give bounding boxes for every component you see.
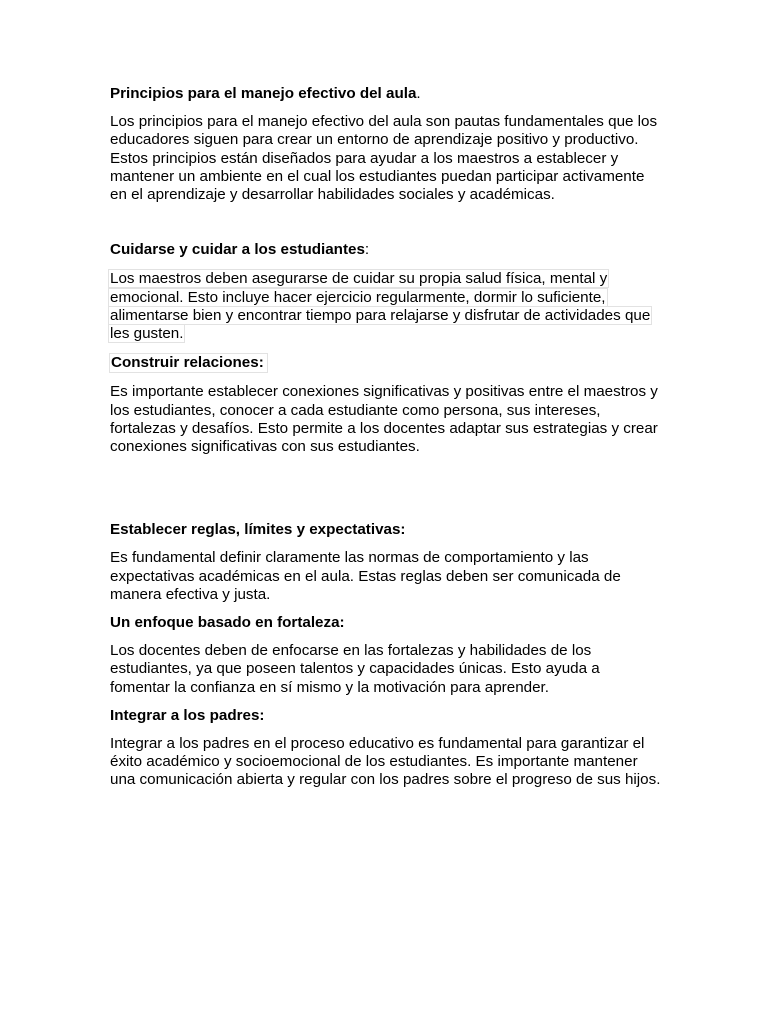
section-body-parents: Integrar a los padres en el proceso educativo es fundamental para garantizar el éxito académico y socioemocional de los estudiantes. Es importante mantener una comunicación abierta y regular con los padres sobre el progreso de sus hijos. — [110, 735, 661, 789]
intro-paragraph: Los principios para el manejo efectivo del aula son pautas fundamentales que los educadores siguen para crear un entorno de aprendizaje positivo y productivo. Estos principios están diseñados para ayudar a los maestros a establecer y mantener un ambiente en el cual los estudiantes puedan participar activamente en el aprendizaje y desarrollar habilidades sociales y académicas. — [110, 113, 658, 204]
section-heading-rules — [110, 521, 662, 539]
section-heading-text — [110, 241, 369, 259]
section-heading-label: Cuidarse y cuidar a los estudiantes — [110, 241, 365, 259]
section-heading-parents — [110, 707, 662, 725]
section-heading-label: Un enfoque basado en fortaleza: — [110, 614, 345, 632]
title-label: Principios para el manejo efectivo del aula — [110, 85, 417, 102]
section-body-strengths: Los docentes deben de enfocarse en las fortalezas y habilidades de los estudiantes, ya que poseen talentos y capacidades únicas. Esto ayuda a fomentar la confianza en sí mismo y la motivación para aprender. — [110, 642, 600, 696]
section-heading-label: Integrar a los padres: — [110, 706, 265, 724]
section-heading-self-care — [110, 241, 662, 259]
title-text — [110, 85, 421, 103]
section-body-self-care — [110, 270, 662, 343]
section-body-text: Los maestros deben asegurarse de cuidar su propia salud física, mental y emocional. Esto incluye hacer ejercicio regularmente, dormir lo suficiente, alimentarse bien y encontrar tiempo para relajarse y disfrutar de actividades que les gusten. — [110, 270, 651, 343]
section-body-relationships: Es importante establecer conexiones significativas y positivas entre el maestros y los estudiantes, conocer a cada estudiante como persona, sus intereses, fortalezas y desafíos. Esto permite a los docentes adaptar sus estrategias y crear conexiones significativas con sus estudiantes. — [110, 383, 658, 456]
document-title — [110, 85, 662, 103]
section-heading-colon: : — [364, 241, 370, 259]
section-heading-label: Construir relaciones: — [109, 353, 268, 373]
section-heading-label: Establecer reglas, límites y expectativas: — [110, 521, 406, 539]
section-body-rules: Es fundamental definir claramente las normas de comportamiento y las expectativas académicas en el aula. Estas reglas deben ser comunicada de manera efectiva y justa. — [110, 549, 621, 603]
section-heading-relationships — [110, 353, 662, 373]
title-period: . — [416, 85, 421, 102]
section-heading-strengths — [110, 614, 662, 632]
document-body — [110, 84, 662, 790]
